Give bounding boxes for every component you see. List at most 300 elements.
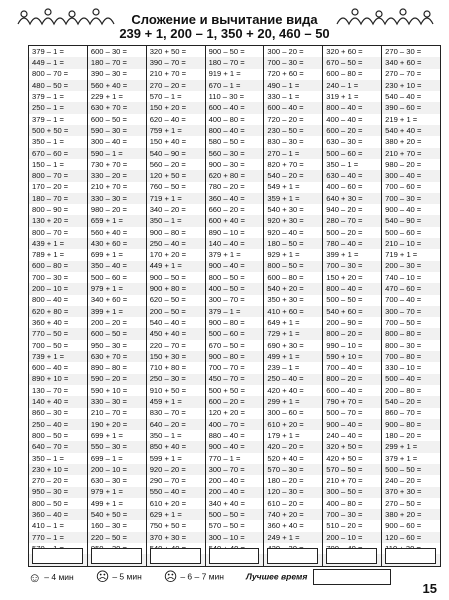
exercise-cell[interactable]: 980 – 20 =	[90, 205, 127, 214]
exercise-cell[interactable]: 330 – 10 =	[385, 363, 422, 373]
exercise-cell[interactable]: 450 – 70 =	[206, 374, 264, 385]
exercise-cell[interactable]: 630 – 30 =	[90, 476, 127, 486]
exercise-cell[interactable]: 240 – 20 =	[385, 476, 422, 486]
exercise-cell[interactable]: 270 – 30 =	[385, 46, 422, 56]
exercise-cell[interactable]: 620 + 80 =	[206, 170, 264, 181]
exercise-cell[interactable]: 459 + 1 =	[147, 396, 205, 407]
exercise-cell[interactable]: 220 – 50 =	[88, 532, 146, 543]
exercise-cell[interactable]: 430 + 60 =	[88, 238, 146, 249]
exercise-cell[interactable]: 670 – 1 =	[206, 80, 264, 91]
exercise-cell[interactable]: 450 + 40 =	[147, 328, 205, 339]
exercise-cell[interactable]: 700 – 80 =	[382, 351, 440, 362]
exercise-cell[interactable]: 180 – 20 =	[267, 476, 304, 486]
exercise-cell[interactable]: 560 + 40 =	[90, 227, 128, 237]
exercise-cell[interactable]: 120 – 30 =	[264, 487, 322, 498]
exercise-cell[interactable]: 150 + 20 =	[147, 102, 205, 113]
exercise-cell[interactable]: 560 – 30 =	[206, 148, 264, 159]
exercise-cell[interactable]: 850 + 40 =	[147, 441, 205, 452]
exercise-cell[interactable]: 200 – 10 =	[88, 464, 146, 475]
exercise-cell[interactable]: 770 – 1 =	[208, 453, 241, 463]
exercise-cell[interactable]: 500 – 60 =	[206, 328, 264, 339]
exercise-cell[interactable]: 320 + 50 =	[149, 46, 187, 56]
exercise-cell[interactable]: 659 + 1 =	[88, 215, 146, 226]
exercise-cell[interactable]: 390 – 30 =	[90, 69, 127, 79]
answer-box[interactable]	[91, 548, 142, 564]
exercise-cell[interactable]: 759 + 1 =	[147, 125, 205, 136]
exercise-cell[interactable]: 600 – 40 =	[206, 102, 264, 113]
exercise-cell[interactable]: 719 + 1 =	[385, 250, 418, 260]
exercise-cell[interactable]: 360 – 40 =	[29, 509, 87, 520]
exercise-cell[interactable]: 270 – 70 =	[385, 69, 422, 79]
exercise-cell[interactable]: 630 – 40 =	[323, 170, 381, 181]
exercise-cell[interactable]: 500 – 60 =	[323, 148, 381, 159]
exercise-cell[interactable]: 700 – 50 =	[385, 317, 422, 327]
exercise-cell[interactable]: 800 – 20 =	[323, 328, 381, 339]
exercise-cell[interactable]: 560 – 20 =	[149, 159, 186, 169]
exercise-cell[interactable]: 500 + 50 =	[208, 385, 245, 395]
exercise-cell[interactable]: 640 + 30 =	[323, 193, 381, 204]
exercise-cell[interactable]: 729 + 1 =	[264, 328, 322, 339]
exercise-cell[interactable]: 120 + 20 =	[208, 408, 245, 418]
exercise-cell[interactable]: 990 – 10 =	[326, 340, 363, 350]
exercise-cell[interactable]: 570 – 1 =	[149, 92, 182, 102]
exercise-cell[interactable]: 210 + 70 =	[90, 182, 128, 192]
exercise-cell[interactable]: 699 + 1 =	[90, 250, 123, 260]
exercise-cell[interactable]: 800 – 40 =	[32, 295, 69, 305]
exercise-cell[interactable]: 620 – 40 =	[149, 114, 186, 124]
exercise-cell[interactable]: 350 – 1 =	[149, 430, 182, 440]
exercise-cell[interactable]: 200 – 80 =	[385, 385, 422, 395]
exercise-cell[interactable]: 700 – 40 =	[385, 295, 422, 305]
exercise-cell[interactable]: 300 – 70 =	[382, 306, 440, 317]
exercise-cell[interactable]: 270 – 20 =	[147, 80, 205, 91]
exercise-cell[interactable]: 600 – 80 =	[326, 69, 363, 79]
answer-box[interactable]	[150, 548, 201, 564]
exercise-cell[interactable]: 320 + 50 =	[323, 441, 381, 452]
exercise-cell[interactable]: 699 + 1 =	[90, 430, 123, 440]
exercise-cell[interactable]: 600 + 40 =	[206, 215, 264, 226]
exercise-cell[interactable]: 270 – 50 =	[385, 498, 422, 508]
exercise-cell[interactable]: 750 + 50 =	[149, 521, 187, 531]
exercise-cell[interactable]: 140 + 40 =	[29, 396, 87, 407]
answer-box[interactable]	[32, 548, 83, 564]
exercise-cell[interactable]: 110 – 30 =	[208, 92, 245, 102]
exercise-cell[interactable]: 320 + 60 =	[326, 46, 363, 56]
answer-box[interactable]	[209, 548, 260, 564]
exercise-cell[interactable]: 230 + 10 =	[29, 464, 87, 475]
exercise-cell[interactable]: 739 + 1 =	[29, 351, 87, 362]
exercise-cell[interactable]: 540 + 30 =	[267, 205, 304, 214]
exercise-cell[interactable]: 800 – 40 =	[323, 102, 381, 113]
exercise-cell[interactable]: 900 + 80 =	[147, 283, 205, 294]
exercise-cell[interactable]: 770 – 50 =	[29, 328, 87, 339]
exercise-cell[interactable]: 500 – 40 =	[382, 374, 440, 385]
exercise-cell[interactable]: 180 – 70 =	[29, 193, 87, 204]
exercise-cell[interactable]: 299 + 1 =	[382, 441, 440, 452]
exercise-cell[interactable]: 700 – 60 =	[385, 182, 422, 192]
exercise-cell[interactable]: 720 + 60 =	[267, 69, 304, 79]
exercise-cell[interactable]: 599 + 1 =	[149, 453, 182, 463]
exercise-cell[interactable]: 200 – 90 =	[326, 317, 363, 327]
exercise-cell[interactable]: 500 – 50 =	[382, 464, 440, 475]
exercise-cell[interactable]: 410 – 1 =	[32, 521, 64, 531]
exercise-cell[interactable]: 600 – 40 =	[264, 102, 322, 113]
exercise-cell[interactable]: 540 – 20 =	[264, 170, 322, 181]
exercise-cell[interactable]: 920 + 30 =	[264, 215, 322, 226]
exercise-cell[interactable]: 900 – 60 =	[385, 521, 422, 531]
exercise-cell[interactable]: 790 + 70 =	[323, 396, 381, 407]
exercise-cell[interactable]: 150 – 1 =	[32, 159, 64, 169]
exercise-cell[interactable]: 350 – 1 =	[32, 453, 64, 463]
exercise-cell[interactable]: 700 – 70 =	[208, 363, 245, 373]
exercise-cell[interactable]: 300 – 40 =	[382, 170, 440, 181]
exercise-cell[interactable]: 300 – 60 =	[267, 408, 304, 418]
exercise-cell[interactable]: 500 + 50 =	[29, 125, 87, 136]
exercise-cell[interactable]: 340 + 60 =	[90, 295, 128, 305]
exercise-cell[interactable]: 540 – 40 =	[149, 317, 186, 327]
exercise-cell[interactable]: 550 – 40 =	[147, 487, 205, 498]
exercise-cell[interactable]: 700 – 50 =	[32, 340, 69, 350]
exercise-cell[interactable]: 600 – 40 =	[326, 385, 363, 395]
exercise-cell[interactable]: 560 + 40 =	[88, 80, 146, 91]
exercise-cell[interactable]: 480 – 50 =	[29, 80, 87, 91]
exercise-cell[interactable]: 670 – 60 =	[29, 148, 87, 159]
exercise-cell[interactable]: 590 – 30 =	[88, 125, 146, 136]
exercise-cell[interactable]: 249 + 1 =	[264, 532, 322, 543]
exercise-cell[interactable]: 550 – 30 =	[88, 441, 146, 452]
exercise-cell[interactable]: 900 – 40 =	[323, 419, 381, 430]
exercise-cell[interactable]: 710 + 80 =	[149, 363, 187, 373]
exercise-cell[interactable]: 540 – 20 =	[382, 396, 440, 407]
exercise-cell[interactable]: 239 – 1 =	[267, 363, 300, 373]
exercise-cell[interactable]: 760 – 50 =	[149, 182, 186, 192]
exercise-cell[interactable]: 330 – 20 =	[88, 170, 146, 181]
exercise-cell[interactable]: 270 – 1 =	[264, 148, 322, 159]
exercise-cell[interactable]: 800 – 50 =	[32, 498, 69, 508]
exercise-cell[interactable]: 800 – 40 =	[206, 125, 264, 136]
exercise-cell[interactable]: 490 – 1 =	[264, 80, 322, 91]
exercise-cell[interactable]: 900 – 80 =	[149, 227, 186, 237]
exercise-cell[interactable]: 300 – 50 =	[323, 487, 381, 498]
exercise-cell[interactable]: 210 + 70 =	[149, 69, 187, 79]
exercise-cell[interactable]: 600 – 20 =	[206, 396, 264, 407]
exercise-cell[interactable]: 600 – 20 =	[323, 125, 381, 136]
exercise-cell[interactable]: 640 – 20 =	[147, 419, 205, 430]
exercise-cell[interactable]: 160 – 30 =	[90, 521, 127, 531]
exercise-cell[interactable]: 500 – 60 =	[90, 272, 127, 282]
exercise-cell[interactable]: 400 – 60 =	[326, 182, 363, 192]
exercise-cell[interactable]: 699 – 1 =	[90, 453, 123, 463]
exercise-cell[interactable]: 379 – 1 =	[32, 114, 64, 124]
exercise-cell[interactable]: 200 – 50 =	[147, 306, 205, 317]
exercise-cell[interactable]: 379 – 1 =	[32, 46, 64, 56]
exercise-cell[interactable]: 350 – 1 =	[326, 159, 359, 169]
exercise-cell[interactable]: 470 – 60 =	[382, 283, 440, 294]
exercise-cell[interactable]: 629 + 1 =	[147, 509, 205, 520]
exercise-cell[interactable]: 200 – 40 =	[206, 487, 264, 498]
exercise-cell[interactable]: 660 – 20 =	[208, 205, 245, 214]
exercise-cell[interactable]: 350 + 30 =	[267, 295, 304, 305]
exercise-cell[interactable]: 800 – 90 =	[32, 205, 69, 214]
exercise-cell[interactable]: 570 – 50 =	[323, 464, 381, 475]
exercise-cell[interactable]: 150 + 40 =	[149, 137, 187, 147]
exercise-cell[interactable]: 860 – 70 =	[385, 408, 422, 418]
exercise-cell[interactable]: 130 + 20 =	[29, 215, 87, 226]
exercise-cell[interactable]: 789 + 1 =	[32, 250, 65, 260]
exercise-cell[interactable]: 500 – 50 =	[326, 295, 363, 305]
exercise-cell[interactable]: 230 + 10 =	[382, 80, 440, 91]
exercise-cell[interactable]: 570 – 50 =	[208, 521, 245, 531]
exercise-cell[interactable]: 950 – 30 =	[90, 340, 127, 350]
exercise-cell[interactable]: 600 – 80 =	[29, 261, 87, 272]
exercise-cell[interactable]: 410 + 60 =	[264, 306, 322, 317]
exercise-cell[interactable]: 180 – 20 =	[385, 430, 422, 440]
exercise-cell[interactable]: 800 – 80 =	[382, 328, 440, 339]
exercise-cell[interactable]: 610 + 20 =	[264, 419, 322, 430]
exercise-cell[interactable]: 920 – 20 =	[147, 464, 205, 475]
exercise-cell[interactable]: 700 – 30 =	[264, 57, 322, 68]
exercise-cell[interactable]: 520 + 40 =	[267, 453, 304, 463]
exercise-cell[interactable]: 350 – 1 =	[147, 215, 205, 226]
exercise-cell[interactable]: 549 + 1 =	[267, 182, 300, 192]
exercise-cell[interactable]: 740 – 10 =	[385, 272, 422, 282]
exercise-cell[interactable]: 890 – 80 =	[90, 363, 127, 373]
exercise-cell[interactable]: 350 – 40 =	[88, 261, 146, 272]
exercise-cell[interactable]: 630 – 30 =	[326, 137, 363, 147]
exercise-cell[interactable]: 390 – 70 =	[147, 57, 205, 68]
exercise-cell[interactable]: 200 – 30 =	[382, 261, 440, 272]
exercise-cell[interactable]: 900 – 40 =	[385, 205, 422, 214]
exercise-cell[interactable]: 800 – 50 =	[264, 261, 322, 272]
exercise-cell[interactable]: 900 – 50 =	[149, 272, 186, 282]
exercise-cell[interactable]: 300 – 40 =	[90, 137, 127, 147]
exercise-cell[interactable]: 890 + 10 =	[29, 374, 87, 385]
exercise-cell[interactable]: 540 + 20 =	[264, 283, 322, 294]
exercise-cell[interactable]: 449 + 1 =	[147, 261, 205, 272]
exercise-cell[interactable]: 700 – 30 =	[323, 261, 381, 272]
exercise-cell[interactable]: 500 – 50 =	[206, 509, 264, 520]
exercise-cell[interactable]: 500 – 70 =	[326, 408, 363, 418]
exercise-cell[interactable]: 510 – 20 =	[326, 521, 363, 531]
exercise-cell[interactable]: 370 + 30 =	[382, 487, 440, 498]
exercise-cell[interactable]: 590 – 20 =	[88, 374, 146, 385]
exercise-cell[interactable]: 910 + 50 =	[149, 385, 187, 395]
exercise-cell[interactable]: 150 + 30 =	[147, 351, 205, 362]
exercise-cell[interactable]: 900 – 80 =	[382, 419, 440, 430]
exercise-cell[interactable]: 390 – 60 =	[382, 102, 440, 113]
exercise-cell[interactable]: 420 + 40 =	[267, 385, 304, 395]
exercise-cell[interactable]: 540 – 40 =	[385, 92, 422, 102]
exercise-cell[interactable]: 900 – 40 =	[206, 261, 264, 272]
exercise-cell[interactable]: 340 + 40 =	[208, 498, 245, 508]
exercise-cell[interactable]: 379 + 1 =	[208, 250, 241, 260]
exercise-cell[interactable]: 800 – 50 =	[208, 272, 245, 282]
exercise-cell[interactable]: 580 – 50 =	[208, 137, 245, 147]
exercise-cell[interactable]: 319 + 1 =	[326, 92, 359, 102]
exercise-cell[interactable]: 670 – 50 =	[208, 340, 245, 350]
exercise-cell[interactable]: 400 – 80 =	[208, 114, 245, 124]
exercise-cell[interactable]: 210 + 70 =	[382, 148, 440, 159]
exercise-cell[interactable]: 640 – 70 =	[29, 441, 87, 452]
exercise-cell[interactable]: 439 + 1 =	[29, 238, 87, 249]
exercise-cell[interactable]: 200 – 40 =	[208, 476, 245, 486]
exercise-cell[interactable]: 770 – 1 =	[29, 532, 87, 543]
exercise-cell[interactable]: 180 – 70 =	[206, 57, 264, 68]
exercise-cell[interactable]: 800 – 20 =	[323, 374, 381, 385]
best-time-box[interactable]	[313, 569, 391, 585]
exercise-cell[interactable]: 670 – 50 =	[323, 57, 381, 68]
exercise-cell[interactable]: 950 – 30 =	[29, 487, 87, 498]
exercise-cell[interactable]: 280 – 70 =	[323, 215, 381, 226]
exercise-cell[interactable]: 630 + 70 =	[88, 351, 146, 362]
exercise-cell[interactable]: 700 – 30 =	[382, 193, 440, 204]
exercise-cell[interactable]: 540 + 50 =	[88, 509, 146, 520]
exercise-cell[interactable]: 600 – 50 =	[90, 114, 127, 124]
exercise-cell[interactable]: 200 – 20 =	[90, 317, 127, 327]
exercise-cell[interactable]: 740 + 20 =	[264, 509, 322, 520]
exercise-cell[interactable]: 220 – 70 =	[149, 340, 186, 350]
exercise-cell[interactable]: 150 + 20 =	[326, 272, 363, 282]
exercise-cell[interactable]: 170 – 20 =	[32, 182, 69, 192]
exercise-cell[interactable]: 250 – 1 =	[29, 102, 87, 113]
exercise-cell[interactable]: 880 – 40 =	[208, 430, 245, 440]
exercise-cell[interactable]: 900 – 30 =	[208, 159, 245, 169]
exercise-cell[interactable]: 719 + 1 =	[147, 193, 205, 204]
exercise-cell[interactable]: 360 + 40 =	[32, 317, 69, 327]
exercise-cell[interactable]: 540 – 90 =	[147, 148, 205, 159]
exercise-cell[interactable]: 400 – 80 =	[326, 498, 363, 508]
exercise-cell[interactable]: 210 – 10 =	[382, 238, 440, 249]
exercise-cell[interactable]: 700 – 40 =	[326, 363, 363, 373]
exercise-cell[interactable]: 330 – 30 =	[88, 193, 146, 204]
exercise-cell[interactable]: 180 – 50 =	[264, 238, 322, 249]
exercise-cell[interactable]: 600 – 40 =	[32, 363, 69, 373]
exercise-cell[interactable]: 800 – 30 =	[385, 340, 422, 350]
exercise-cell[interactable]: 360 – 40 =	[206, 193, 264, 204]
exercise-cell[interactable]: 299 + 1 =	[264, 396, 322, 407]
answer-box[interactable]	[267, 548, 318, 564]
exercise-cell[interactable]: 230 – 50 =	[264, 125, 322, 136]
exercise-cell[interactable]: 600 – 30 =	[90, 46, 127, 56]
exercise-cell[interactable]: 540 – 90 =	[382, 215, 440, 226]
exercise-cell[interactable]: 190 + 20 =	[88, 419, 146, 430]
exercise-cell[interactable]: 780 – 40 =	[323, 238, 381, 249]
exercise-cell[interactable]: 900 – 80 =	[208, 317, 245, 327]
exercise-cell[interactable]: 860 – 30 =	[32, 408, 69, 418]
exercise-cell[interactable]: 130 – 70 =	[32, 385, 69, 395]
exercise-cell[interactable]: 420 + 50 =	[326, 453, 363, 463]
exercise-cell[interactable]: 330 – 30 =	[88, 396, 146, 407]
exercise-cell[interactable]: 919 + 1 =	[208, 69, 241, 79]
exercise-cell[interactable]: 800 – 40 =	[323, 283, 381, 294]
exercise-cell[interactable]: 360 + 40 =	[267, 521, 304, 531]
exercise-cell[interactable]: 340 + 60 =	[382, 57, 440, 68]
exercise-cell[interactable]: 720 – 20 =	[267, 114, 304, 124]
exercise-cell[interactable]: 420 – 20 =	[264, 441, 322, 452]
exercise-cell[interactable]: 400 – 40 =	[326, 114, 363, 124]
exercise-cell[interactable]: 290 – 70 =	[149, 476, 186, 486]
exercise-cell[interactable]: 229 + 1 =	[90, 92, 123, 102]
exercise-cell[interactable]: 570 – 30 =	[264, 464, 322, 475]
exercise-cell[interactable]: 700 – 30 =	[32, 272, 69, 282]
exercise-cell[interactable]: 300 – 70 =	[208, 295, 245, 305]
exercise-cell[interactable]: 379 – 1 =	[32, 92, 64, 102]
exercise-cell[interactable]: 270 – 20 =	[32, 476, 69, 486]
exercise-cell[interactable]: 500 – 60 =	[385, 227, 422, 237]
exercise-cell[interactable]: 620 – 50 =	[149, 295, 186, 305]
exercise-cell[interactable]: 300 – 10 =	[206, 532, 264, 543]
exercise-cell[interactable]: 499 + 1 =	[90, 498, 123, 508]
exercise-cell[interactable]: 800 – 70 =	[29, 170, 87, 181]
exercise-cell[interactable]: 350 – 1 =	[32, 137, 64, 147]
exercise-cell[interactable]: 500 – 20 =	[326, 227, 363, 237]
exercise-cell[interactable]: 210 – 70 =	[90, 408, 127, 418]
exercise-cell[interactable]: 600 – 50 =	[88, 328, 146, 339]
exercise-cell[interactable]: 250 – 30 =	[147, 374, 205, 385]
exercise-cell[interactable]: 400 – 70 =	[206, 419, 264, 430]
exercise-cell[interactable]: 830 – 70 =	[149, 408, 186, 418]
exercise-cell[interactable]: 250 – 40 =	[264, 374, 322, 385]
exercise-cell[interactable]: 180 – 70 =	[88, 57, 146, 68]
exercise-cell[interactable]: 830 – 30 =	[267, 137, 304, 147]
exercise-cell[interactable]: 240 – 40 =	[326, 430, 363, 440]
exercise-cell[interactable]: 730 + 70 =	[90, 159, 128, 169]
exercise-cell[interactable]: 140 – 40 =	[206, 238, 264, 249]
exercise-cell[interactable]: 200 – 10 =	[29, 283, 87, 294]
answer-box[interactable]	[385, 548, 436, 564]
exercise-cell[interactable]: 170 + 20 =	[149, 250, 187, 260]
exercise-cell[interactable]: 359 + 1 =	[264, 193, 322, 204]
exercise-cell[interactable]: 300 – 70 =	[206, 464, 264, 475]
exercise-cell[interactable]: 380 + 20 =	[382, 509, 440, 520]
exercise-cell[interactable]: 179 + 1 =	[267, 430, 300, 440]
exercise-cell[interactable]: 210 + 70 =	[326, 476, 363, 486]
exercise-cell[interactable]: 120 + 50 =	[147, 170, 205, 181]
exercise-cell[interactable]: 370 + 30 =	[147, 532, 205, 543]
exercise-cell[interactable]: 340 – 20 =	[149, 205, 186, 214]
exercise-cell[interactable]: 240 – 1 =	[323, 80, 381, 91]
exercise-cell[interactable]: 700 – 30 =	[323, 509, 381, 520]
exercise-cell[interactable]: 600 – 80 =	[267, 272, 304, 282]
exercise-cell[interactable]: 920 – 40 =	[267, 227, 304, 237]
exercise-cell[interactable]: 620 + 80 =	[29, 306, 87, 317]
exercise-cell[interactable]: 540 + 40 =	[382, 125, 440, 136]
exercise-cell[interactable]: 590 – 1 =	[88, 148, 146, 159]
exercise-cell[interactable]: 780 – 20 =	[208, 182, 245, 192]
answer-box[interactable]	[326, 548, 377, 564]
exercise-cell[interactable]: 540 + 60 =	[323, 306, 381, 317]
exercise-cell[interactable]: 590 + 10 =	[323, 351, 381, 362]
exercise-cell[interactable]: 399 + 1 =	[88, 306, 146, 317]
exercise-cell[interactable]: 610 + 20 =	[149, 498, 187, 508]
exercise-cell[interactable]: 940 – 20 =	[326, 205, 363, 214]
exercise-cell[interactable]: 900 – 80 =	[206, 351, 264, 362]
exercise-cell[interactable]: 449 – 1 =	[29, 57, 87, 68]
exercise-cell[interactable]: 379 + 1 =	[385, 453, 418, 463]
exercise-cell[interactable]: 330 – 1 =	[267, 92, 300, 102]
exercise-cell[interactable]: 379 – 1 =	[206, 306, 264, 317]
exercise-cell[interactable]: 399 + 1 =	[326, 250, 359, 260]
exercise-cell[interactable]: 590 + 10 =	[90, 385, 128, 395]
exercise-cell[interactable]: 200 – 10 =	[323, 532, 381, 543]
exercise-cell[interactable]: 800 – 70 =	[32, 69, 69, 79]
exercise-cell[interactable]: 929 + 1 =	[267, 250, 300, 260]
exercise-cell[interactable]: 219 + 1 =	[385, 114, 418, 124]
exercise-cell[interactable]: 400 – 50 =	[206, 283, 264, 294]
exercise-cell[interactable]: 800 – 50 =	[32, 430, 69, 440]
exercise-cell[interactable]: 820 + 70 =	[267, 159, 304, 169]
exercise-cell[interactable]: 250 – 40 =	[29, 419, 87, 430]
